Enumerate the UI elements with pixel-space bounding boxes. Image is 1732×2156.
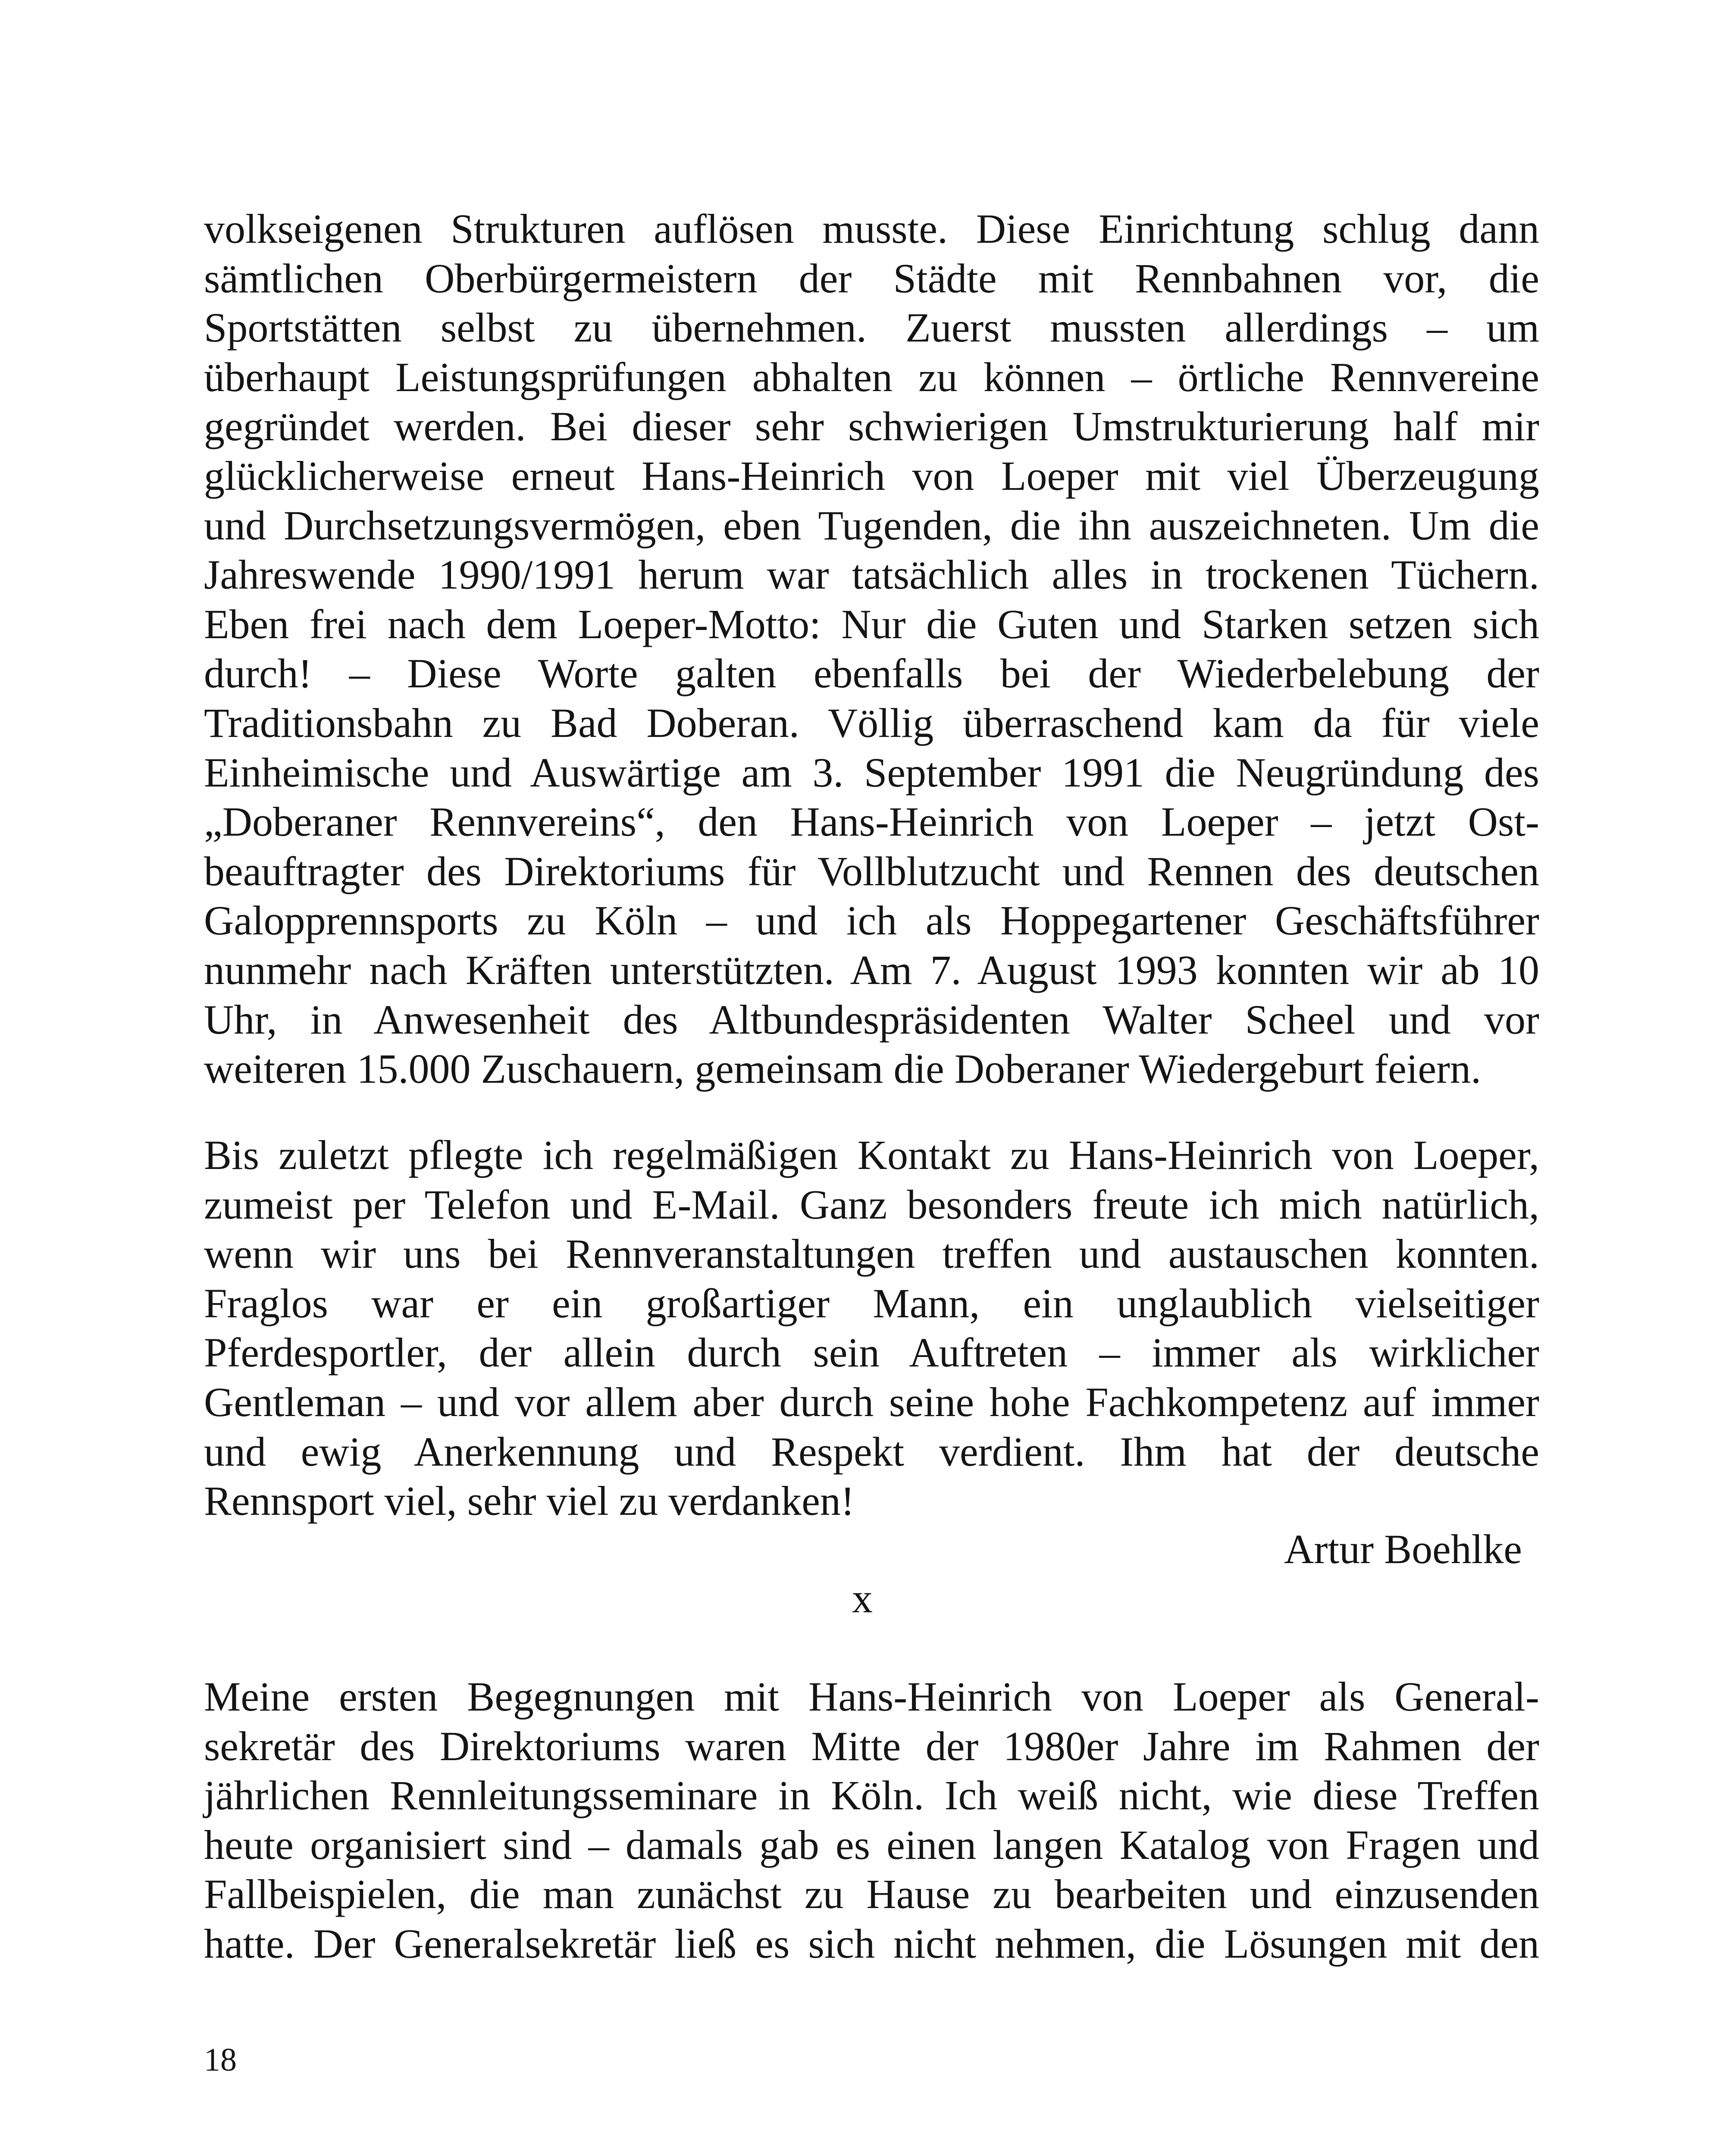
text-line: Bis zuletzt pflegte ich regelmäßigen Kontakt zu Hans-Heinrich von Loeper, <box>204 1132 1539 1178</box>
text-line: nunmehr nach Kräften unterstützten. Am 7. August 1993 konnten wir ab 10 <box>204 946 1539 993</box>
text-line: beauftragter des Direktoriums für Vollblutzucht und Rennen des deutschen <box>204 848 1539 894</box>
text-line: Gentleman – und vor allem aber durch seine hohe Fachkompetenz auf immer <box>204 1379 1539 1425</box>
text-line: glücklicherweise erneut Hans-Heinrich von Loeper mit viel Überzeugung <box>204 452 1539 499</box>
text-line: und ewig Anerkennung und Respekt verdient. Ihm hat der deutsche <box>204 1428 1539 1475</box>
text-line: Fraglos war er ein großartiger Mann, ein unglaublich vielseitiger <box>204 1280 1539 1326</box>
text-line: Meine ersten Begegnungen mit Hans-Heinrich von Loeper als General- <box>204 1673 1539 1720</box>
text-line: Einheimische und Auswärtige am 3. September 1991 die Neugründung des <box>204 749 1539 796</box>
text-line: Traditionsbahn zu Bad Doberan. Völlig überraschend kam da für viele <box>204 699 1539 746</box>
text-line: durch! – Diese Worte galten ebenfalls bei der Wiederbelebung der <box>204 650 1539 697</box>
text-line: Sportstätten selbst zu übernehmen. Zuerst mussten allerdings – um <box>204 304 1539 351</box>
text-line: „Doberaner Rennvereins“, den Hans-Heinrich von Loeper – jetzt Ost- <box>204 799 1539 845</box>
text-line: volkseigenen Strukturen auflösen musste. Diese Einrichtung schlug dann <box>204 206 1539 252</box>
text-line: sämtlichen Oberbürgermeistern der Städte mit Rennbahnen vor, die <box>204 255 1539 301</box>
text-line: sekretär des Direktoriums waren Mitte der 1980er Jahre im Rahmen der <box>204 1723 1539 1769</box>
text-line: Rennsport viel, sehr viel zu verdanken! <box>204 1478 855 1524</box>
text-line: Fallbeispielen, die man zunächst zu Hause zu bearbeiten und einzusenden <box>204 1871 1539 1918</box>
paragraph-2 <box>204 1131 1539 1526</box>
paragraph-3 <box>204 1672 1539 1969</box>
text-line: gegründet werden. Bei dieser sehr schwierigen Umstrukturierung half mir <box>204 403 1539 450</box>
text-line: überhaupt Leistungsprüfungen abhalten zu können – örtliche Rennvereine <box>204 354 1539 400</box>
text-line: Galopprennsports zu Köln – und ich als Hoppegartener Geschäftsführer <box>204 897 1539 944</box>
text-line: Pferdesportler, der allein durch sein Auftreten – immer als wirklicher <box>204 1329 1539 1376</box>
text-line: weiteren 15.000 Zuschauern, gemeinsam die Doberaner Wiedergeburt feiern. <box>204 1046 1481 1092</box>
text-line: jährlichen Rennleitungsseminare in Köln. Ich weiß nicht, wie diese Treffen <box>204 1772 1539 1819</box>
text-line: und Durchsetzungsvermögen, eben Tugenden, die ihn auszeichneten. Um die <box>204 502 1539 548</box>
author-signature: Artur Boehlke <box>1284 1526 1522 1572</box>
text-line: Jahreswende 1990/1991 herum war tatsächlich alles in trockenen Tüchern. <box>204 552 1539 598</box>
page-number: 18 <box>204 2042 237 2078</box>
text-line: zumeist per Telefon und E-Mail. Ganz besonders freute ich mich natürlich, <box>204 1181 1539 1228</box>
text-line: Uhr, in Anwesenheit des Altbundespräsidenten Walter Scheel und vor <box>204 996 1539 1043</box>
text-line: Eben frei nach dem Loeper-Motto: Nur die Guten und Starken setzen sich <box>204 601 1539 647</box>
text-line: wenn wir uns bei Rennveranstaltungen treffen und austauschen konnten. <box>204 1231 1539 1277</box>
paragraph-1 <box>204 204 1539 1094</box>
text-line: hatte. Der Generalsekretär ließ es sich nicht nehmen, die Lösungen mit den <box>204 1920 1539 1967</box>
section-separator: x <box>852 1575 873 1621</box>
text-line: heute organisiert sind – damals gab es einen langen Katalog von Fragen und <box>204 1821 1539 1868</box>
